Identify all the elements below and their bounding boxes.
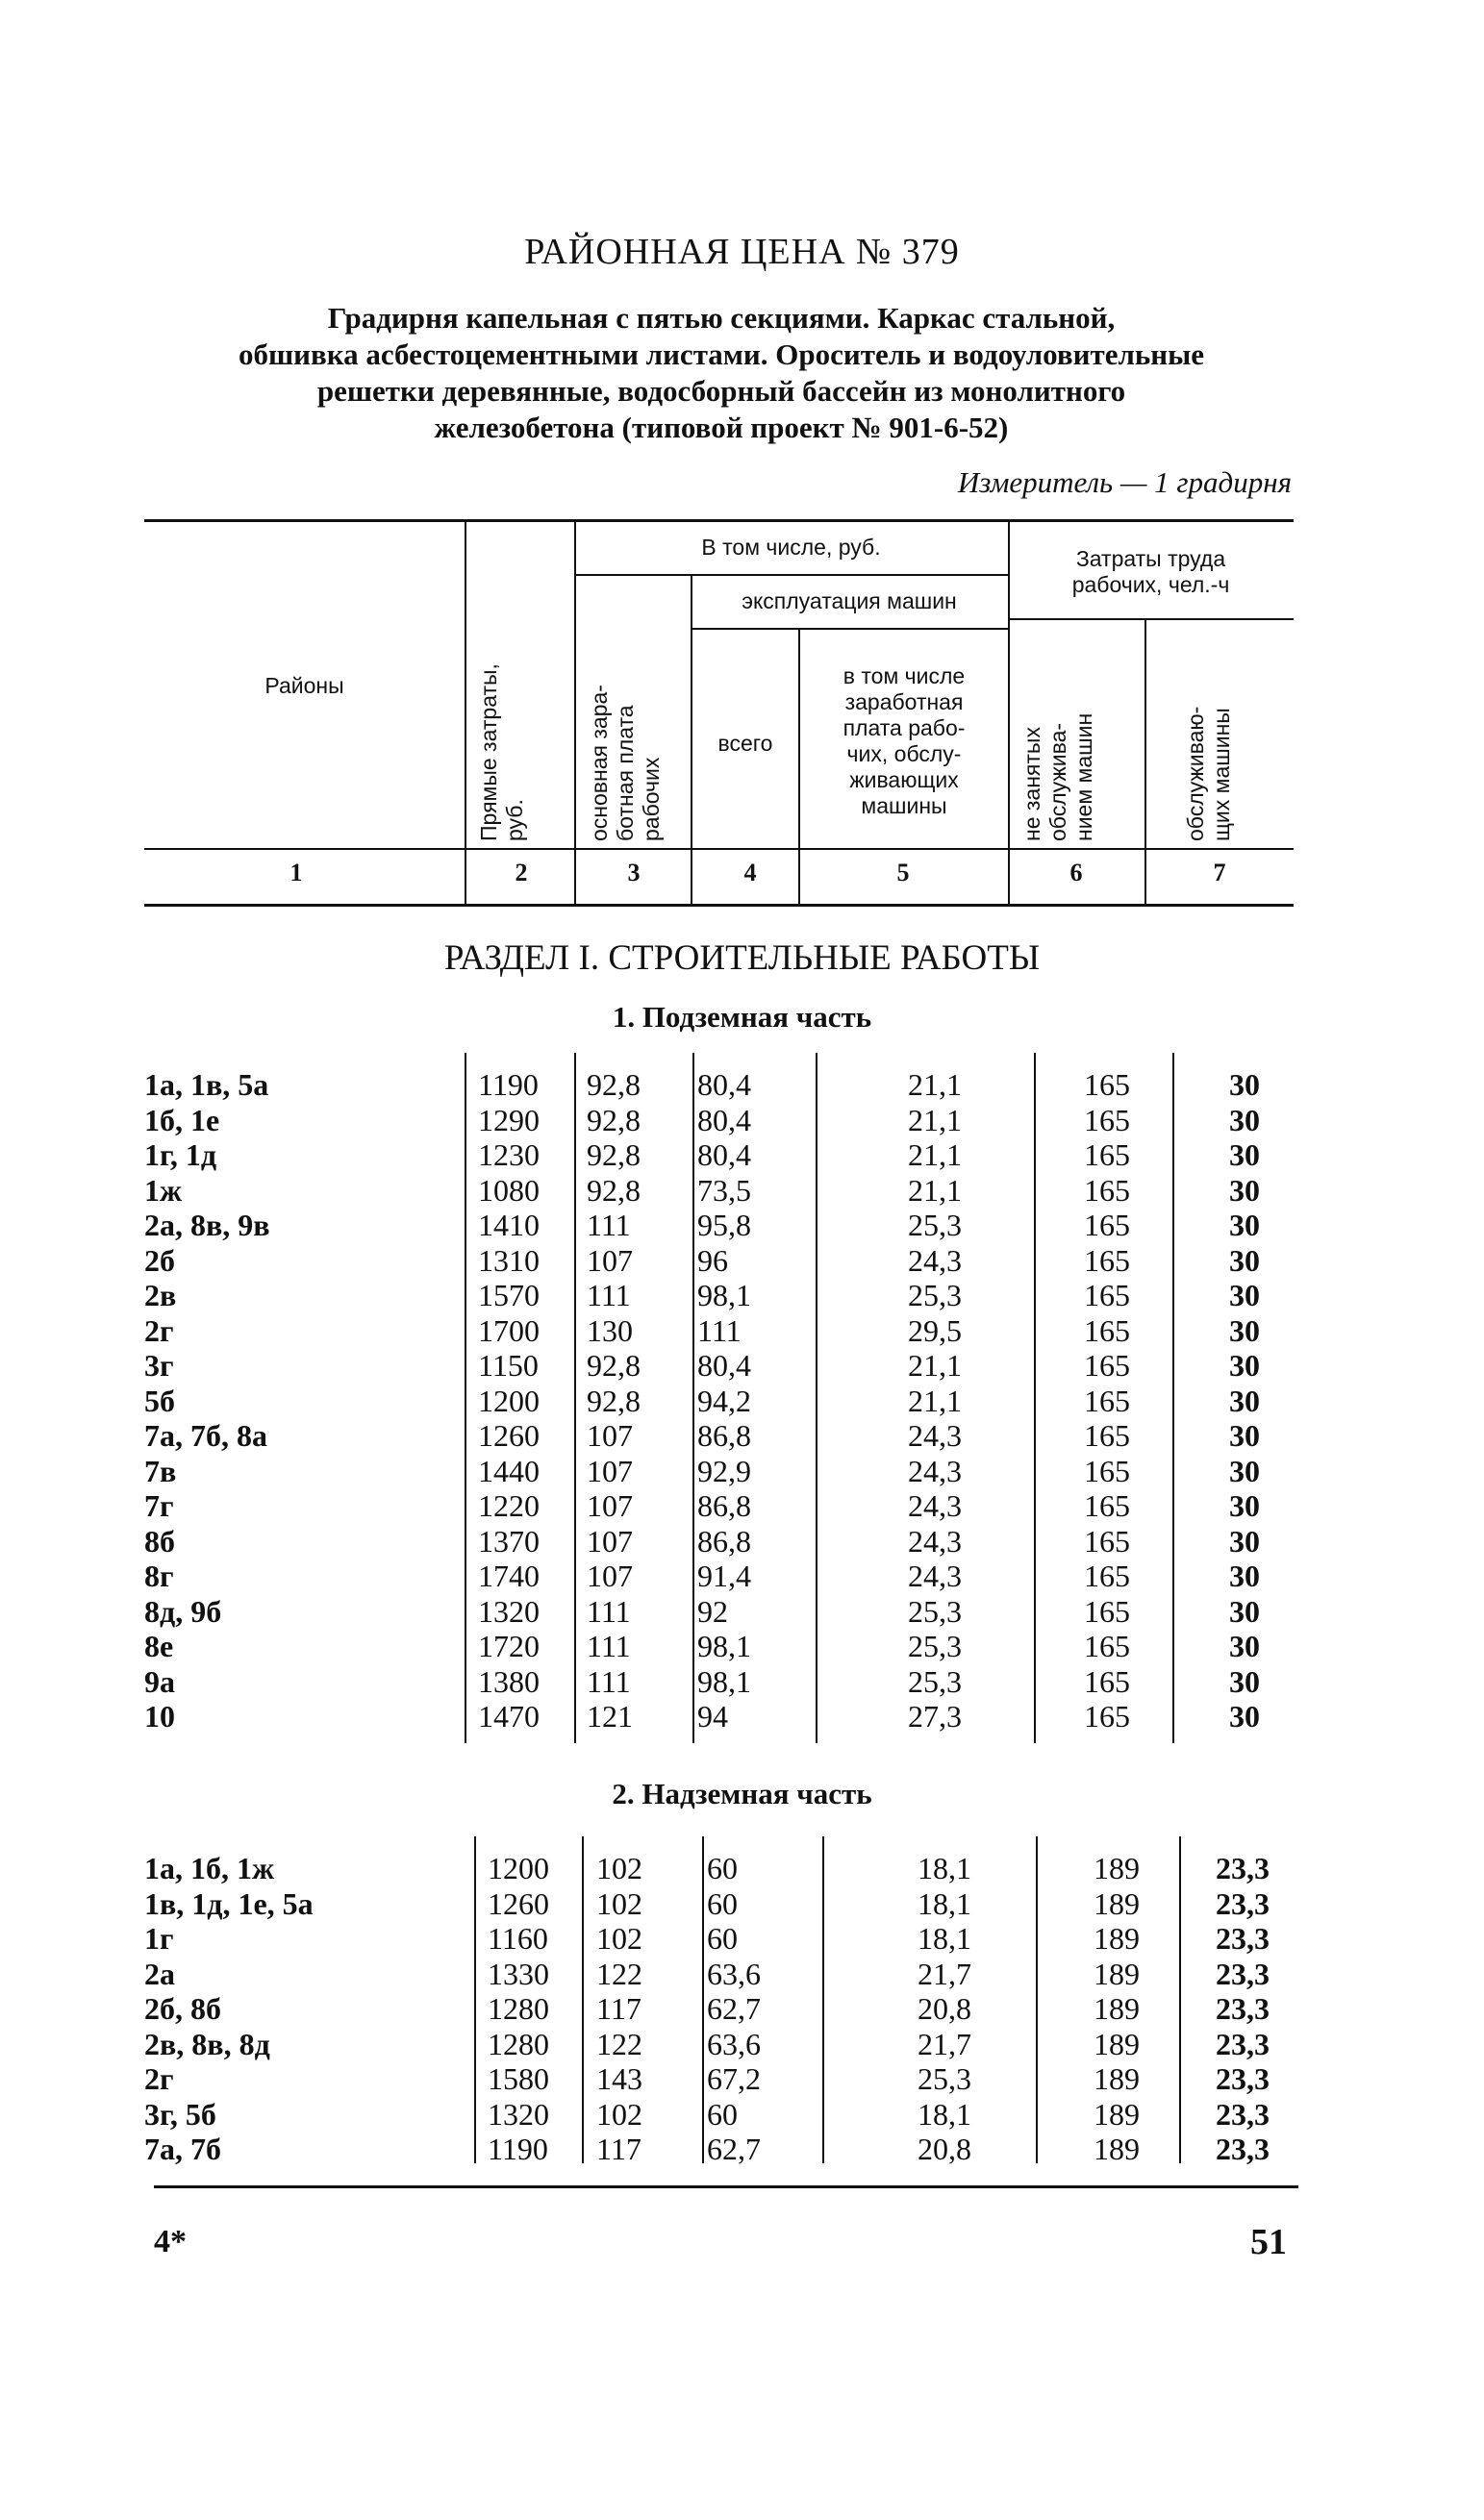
- cell-labor-machines: 30: [1229, 1593, 1260, 1629]
- header-number-rule: [144, 904, 1294, 907]
- cell-base-wages: 92,8: [587, 1172, 641, 1208]
- cell-machine-wages: 24,3: [908, 1453, 962, 1488]
- cell-labor-machines: 23,3: [1216, 2132, 1270, 2166]
- header-base-wages: основная зара- ботная плата рабочих: [587, 685, 664, 841]
- cell-district: 2б: [144, 1242, 175, 1278]
- cell-labor-not-machines: 165: [1084, 1278, 1130, 1312]
- cell-direct-costs: 1310: [478, 1242, 540, 1278]
- cell-machine-wages: 24,3: [908, 1488, 962, 1523]
- cell-base-wages: 111: [587, 1593, 631, 1629]
- cell-machine-wages: 18,1: [918, 1885, 971, 1921]
- table-row: [144, 1243, 1294, 1279]
- cell-labor-machines: 30: [1229, 1312, 1260, 1348]
- cell-machine-wages: 21,1: [908, 1348, 962, 1383]
- cell-district: 8б: [144, 1523, 175, 1559]
- header-labor-costs: Затраты труда рабочих, чел.-ч: [1071, 546, 1230, 597]
- cell-labor-not-machines: 189: [1094, 2026, 1140, 2061]
- cell-labor-not-machines: 189: [1094, 2132, 1140, 2166]
- cell-machine-wages: 25,3: [908, 1593, 962, 1629]
- cell-labor-not-machines: 165: [1084, 1067, 1130, 1102]
- cell-labor-not-machines: 189: [1094, 1991, 1140, 2026]
- cell-labor-machines: 30: [1229, 1242, 1260, 1278]
- cell-machine-total: 98,1: [697, 1663, 751, 1699]
- cell-direct-costs: 1320: [488, 2096, 549, 2132]
- cell-machine-wages: 18,1: [918, 1921, 971, 1956]
- cell-base-wages: 143: [596, 2061, 642, 2096]
- subtitle-line: железобетона (типовой проект № 901-6-52): [434, 411, 1009, 444]
- cell-labor-machines: 23,3: [1216, 2026, 1270, 2061]
- cell-base-wages: 92,8: [587, 1383, 641, 1418]
- cell-labor-not-machines: 165: [1084, 1208, 1130, 1242]
- cell-labor-machines: 30: [1229, 1523, 1260, 1559]
- column-number: 5: [896, 859, 910, 886]
- cell-labor-not-machines: 165: [1084, 1418, 1130, 1453]
- cell-machine-total: 94,2: [697, 1383, 751, 1418]
- cell-machine-total: 62,7: [707, 2132, 761, 2166]
- cell-base-wages: 102: [596, 1921, 642, 1956]
- cell-labor-not-machines: 165: [1084, 1453, 1130, 1488]
- cell-labor-not-machines: 189: [1094, 2061, 1140, 2096]
- cell-direct-costs: 1410: [478, 1208, 540, 1242]
- cell-machine-wages: 25,3: [908, 1629, 962, 1663]
- cell-labor-not-machines: 165: [1084, 1312, 1130, 1348]
- cell-labor-machines: 30: [1229, 1348, 1260, 1383]
- cell-base-wages: 107: [587, 1242, 633, 1278]
- cell-machine-total: 94: [697, 1699, 728, 1734]
- cell-machine-total: 92,9: [697, 1453, 751, 1488]
- cell-district: 1а, 1в, 5а: [144, 1067, 269, 1102]
- cell-district: 1а, 1б, 1ж: [144, 1851, 275, 1885]
- cell-base-wages: 122: [596, 1956, 642, 1991]
- cell-direct-costs: 1290: [478, 1102, 540, 1137]
- table-row: [144, 1173, 1294, 1209]
- cell-direct-costs: 1280: [488, 1991, 549, 2026]
- cell-direct-costs: 1440: [478, 1453, 540, 1488]
- table-row: [144, 1103, 1294, 1138]
- footer-rule: [154, 2185, 1298, 2188]
- column-number: 3: [627, 859, 641, 886]
- cell-labor-machines: 23,3: [1216, 1851, 1270, 1885]
- group-rule: [1008, 618, 1294, 620]
- cell-machine-total: 80,4: [697, 1348, 751, 1383]
- cell-machine-wages: 25,3: [908, 1278, 962, 1312]
- subtitle-line: решетки деревянные, водосборный бассейн из монолитного: [316, 374, 1126, 408]
- table-row: [144, 1384, 1294, 1419]
- cell-labor-not-machines: 165: [1084, 1663, 1130, 1699]
- cell-labor-machines: 30: [1229, 1278, 1260, 1312]
- subtitle: [144, 300, 1298, 446]
- cell-machine-wages: 24,3: [908, 1418, 962, 1453]
- cell-district: 3г, 5б: [144, 2096, 216, 2132]
- cell-labor-machines: 30: [1229, 1067, 1260, 1102]
- cell-direct-costs: 1190: [488, 2132, 548, 2166]
- table-row: [144, 1851, 1294, 1886]
- cell-direct-costs: 1700: [478, 1312, 540, 1348]
- cell-base-wages: 92,8: [587, 1137, 641, 1172]
- cell-machine-wages: 25,3: [908, 1208, 962, 1242]
- cell-district: 1г: [144, 1921, 174, 1956]
- cell-labor-not-machines: 165: [1084, 1629, 1130, 1663]
- col-divider: [465, 521, 466, 904]
- cell-base-wages: 117: [596, 2132, 641, 2166]
- cell-labor-machines: 23,3: [1216, 2061, 1270, 2096]
- cell-district: 8д, 9б: [144, 1593, 222, 1629]
- cell-base-wages: 107: [587, 1453, 633, 1488]
- cell-machine-total: 98,1: [697, 1278, 751, 1312]
- cell-direct-costs: 1320: [478, 1593, 540, 1629]
- cell-machine-total: 73,5: [697, 1172, 751, 1208]
- table-row: [144, 1418, 1294, 1454]
- cell-machine-wages: 24,3: [908, 1242, 962, 1278]
- cell-district: 7а, 7б: [144, 2132, 221, 2166]
- cell-labor-not-machines: 165: [1084, 1348, 1130, 1383]
- cell-machine-wages: 29,5: [908, 1312, 962, 1348]
- signature-mark: 4*: [154, 2224, 187, 2259]
- table-header: [144, 519, 1294, 909]
- cell-base-wages: 92,8: [587, 1348, 641, 1383]
- table-row: [144, 2027, 1294, 2062]
- table-row: [144, 2097, 1294, 2133]
- cell-labor-machines: 30: [1229, 1453, 1260, 1488]
- cell-machine-total: 62,7: [707, 1991, 761, 2026]
- cell-labor-machines: 30: [1229, 1663, 1260, 1699]
- cell-district: 3г: [144, 1348, 174, 1383]
- cell-labor-not-machines: 165: [1084, 1172, 1130, 1208]
- cell-machine-total: 60: [707, 2096, 738, 2132]
- cell-direct-costs: 1160: [488, 1921, 548, 1956]
- cell-labor-machines: 30: [1229, 1559, 1260, 1593]
- cell-base-wages: 111: [587, 1208, 631, 1242]
- column-number: 2: [515, 859, 528, 886]
- cell-machine-wages: 21,1: [908, 1137, 962, 1172]
- cell-machine-wages: 25,3: [908, 1663, 962, 1699]
- cell-base-wages: 111: [587, 1663, 631, 1699]
- cell-labor-not-machines: 165: [1084, 1523, 1130, 1559]
- table-row: [144, 1348, 1294, 1384]
- cell-labor-not-machines: 189: [1094, 1921, 1140, 1956]
- cell-labor-machines: 30: [1229, 1383, 1260, 1418]
- cell-labor-machines: 30: [1229, 1488, 1260, 1523]
- cell-labor-not-machines: 165: [1084, 1242, 1130, 1278]
- cell-machine-wages: 20,8: [918, 2132, 971, 2166]
- cell-labor-not-machines: 165: [1084, 1699, 1130, 1734]
- cell-district: 8е: [144, 1629, 174, 1663]
- header-labor-machines: обслуживаю- щих машины: [1183, 706, 1234, 841]
- table-row: [144, 1629, 1294, 1664]
- cell-labor-machines: 30: [1229, 1208, 1260, 1242]
- table-row: [144, 1137, 1294, 1173]
- cell-labor-not-machines: 165: [1084, 1488, 1130, 1523]
- cell-machine-wages: 24,3: [908, 1523, 962, 1559]
- cell-machine-total: 111: [697, 1312, 742, 1348]
- cell-district: 2в: [144, 1278, 177, 1312]
- cell-base-wages: 130: [587, 1312, 633, 1348]
- cell-direct-costs: 1740: [478, 1559, 540, 1593]
- cell-direct-costs: 1220: [478, 1488, 540, 1523]
- cell-machine-wages: 25,3: [918, 2061, 971, 2096]
- cell-labor-machines: 23,3: [1216, 1956, 1270, 1991]
- table-row: [144, 1594, 1294, 1630]
- cell-labor-machines: 30: [1229, 1699, 1260, 1734]
- table-row: [144, 2061, 1294, 2097]
- cell-direct-costs: 1380: [478, 1663, 540, 1699]
- cell-machine-wages: 20,8: [918, 1991, 971, 2026]
- cell-base-wages: 117: [596, 1991, 641, 2026]
- header-machine-wages: в том числе заработная плата рабо- чих, обслу- живающих машины: [843, 663, 966, 818]
- cell-machine-wages: 21,1: [908, 1172, 962, 1208]
- table-row: [144, 1886, 1294, 1922]
- cell-district: 2а: [144, 1956, 175, 1991]
- header-group-including: В том числе, руб.: [701, 535, 881, 560]
- cell-district: 9а: [144, 1663, 175, 1699]
- cell-district: 7г: [144, 1488, 174, 1523]
- subtitle-line: Градирня капельная с пятью секциями. Каркас стальной,: [327, 301, 1116, 335]
- col-divider: [1144, 618, 1146, 904]
- table-row: [144, 1067, 1294, 1103]
- table-row: [144, 1524, 1294, 1559]
- cell-labor-machines: 30: [1229, 1629, 1260, 1663]
- cell-direct-costs: 1230: [478, 1137, 540, 1172]
- cell-machine-wages: 21,1: [908, 1067, 962, 1102]
- cell-machine-total: 63,6: [707, 2026, 761, 2061]
- subtitle-line: обшивка асбестоцементными листами. Ороситель и водоуловительные: [238, 337, 1205, 371]
- cell-labor-not-machines: 165: [1084, 1102, 1130, 1137]
- cell-base-wages: 107: [587, 1488, 633, 1523]
- cell-district: 2б, 8б: [144, 1991, 221, 2026]
- cell-district: 1в, 1д, 1е, 5а: [144, 1885, 314, 1921]
- cell-labor-not-machines: 189: [1094, 1956, 1140, 1991]
- cell-machine-total: 80,4: [697, 1067, 751, 1102]
- cell-labor-not-machines: 189: [1094, 2096, 1140, 2132]
- table-row: [144, 1208, 1294, 1243]
- table-row: [144, 2132, 1294, 2167]
- header-direct-costs: Прямые затраты, руб.: [476, 663, 527, 841]
- cell-machine-wages: 21,7: [918, 1956, 971, 1991]
- header-machine-operation: эксплуатация машин: [742, 588, 957, 613]
- cell-direct-costs: 1200: [478, 1383, 540, 1418]
- cell-district: 8г: [144, 1559, 174, 1593]
- cell-direct-costs: 1280: [488, 2026, 549, 2061]
- cell-district: 2в, 8в, 8д: [144, 2026, 270, 2061]
- cell-direct-costs: 1190: [478, 1067, 539, 1102]
- header-top-rule: [144, 519, 1294, 522]
- cell-labor-not-machines: 189: [1094, 1885, 1140, 1921]
- table-row: [144, 1313, 1294, 1349]
- cell-base-wages: 92,8: [587, 1102, 641, 1137]
- page-title: РАЙОННАЯ ЦЕНА № 379: [524, 232, 960, 272]
- cell-direct-costs: 1370: [478, 1523, 540, 1559]
- part2-title: 2. Надземная часть: [612, 1777, 872, 1810]
- cell-labor-machines: 30: [1229, 1102, 1260, 1137]
- cell-direct-costs: 1150: [478, 1348, 539, 1383]
- table-row: [144, 1278, 1294, 1313]
- cell-machine-total: 67,2: [707, 2061, 761, 2096]
- col-divider: [574, 521, 576, 904]
- cell-machine-total: 80,4: [697, 1137, 751, 1172]
- page-number: 51: [1250, 2222, 1287, 2262]
- cell-machine-wages: 24,3: [908, 1559, 962, 1593]
- cell-base-wages: 111: [587, 1629, 631, 1663]
- table-row: [144, 1454, 1294, 1489]
- header-labor-not-machines: не занятых обслужива- нием машин: [1019, 712, 1096, 841]
- cell-labor-machines: 23,3: [1216, 1991, 1270, 2026]
- cell-direct-costs: 1580: [488, 2061, 549, 2096]
- cell-machine-total: 96: [697, 1242, 728, 1278]
- cell-machine-total: 92: [697, 1593, 728, 1629]
- cell-base-wages: 102: [596, 1885, 642, 1921]
- cell-machine-wages: 27,3: [908, 1699, 962, 1734]
- group-rule: [691, 628, 1008, 630]
- header-total: всего: [717, 731, 773, 756]
- cell-labor-machines: 30: [1229, 1418, 1260, 1453]
- part1-table: [144, 1067, 1294, 1734]
- group-rule: [574, 574, 1008, 576]
- cell-district: 7а, 7б, 8а: [144, 1418, 267, 1453]
- part2-table: [144, 1851, 1294, 2167]
- cell-direct-costs: 1260: [488, 1885, 549, 1921]
- cell-direct-costs: 1080: [478, 1172, 540, 1208]
- cell-machine-wages: 18,1: [918, 1851, 971, 1885]
- table-row: [144, 1991, 1294, 2027]
- cell-base-wages: 122: [596, 2026, 642, 2061]
- cell-labor-not-machines: 165: [1084, 1383, 1130, 1418]
- cell-direct-costs: 1330: [488, 1956, 549, 1991]
- table-row: [144, 1664, 1294, 1700]
- cell-labor-machines: 30: [1229, 1137, 1260, 1172]
- cell-district: 10: [144, 1699, 175, 1734]
- cell-labor-machines: 23,3: [1216, 2096, 1270, 2132]
- cell-labor-machines: 23,3: [1216, 1921, 1270, 1956]
- measure-unit: Измеритель — 1 градирня: [957, 465, 1292, 499]
- part1-title: 1. Подземная часть: [612, 1000, 872, 1034]
- cell-machine-total: 60: [707, 1851, 738, 1885]
- cell-district: 2г: [144, 2061, 174, 2096]
- cell-district: 7в: [144, 1453, 177, 1488]
- header-districts: Районы: [264, 673, 344, 698]
- cell-machine-total: 86,8: [697, 1488, 751, 1523]
- cell-labor-not-machines: 165: [1084, 1559, 1130, 1593]
- cell-machine-total: 95,8: [697, 1208, 751, 1242]
- cell-district: 2г: [144, 1312, 174, 1348]
- section-title: РАЗДЕЛ I. СТРОИТЕЛЬНЫЕ РАБОТЫ: [443, 938, 1041, 978]
- cell-district: 1б, 1е: [144, 1102, 220, 1137]
- cell-machine-wages: 21,1: [908, 1383, 962, 1418]
- table-row: [144, 1699, 1294, 1734]
- cell-base-wages: 107: [587, 1418, 633, 1453]
- table-row: [144, 1559, 1294, 1594]
- cell-base-wages: 107: [587, 1559, 633, 1593]
- cell-labor-not-machines: 165: [1084, 1593, 1130, 1629]
- cell-base-wages: 121: [587, 1699, 633, 1734]
- cell-labor-not-machines: 165: [1084, 1137, 1130, 1172]
- cell-base-wages: 111: [587, 1278, 631, 1312]
- cell-direct-costs: 1470: [478, 1699, 540, 1734]
- column-number: 1: [289, 859, 303, 886]
- cell-direct-costs: 1720: [478, 1629, 540, 1663]
- cell-machine-wages: 21,1: [908, 1102, 962, 1137]
- column-number: 4: [743, 859, 757, 886]
- cell-base-wages: 107: [587, 1523, 633, 1559]
- table-row: [144, 1921, 1294, 1957]
- cell-machine-total: 80,4: [697, 1102, 751, 1137]
- cell-labor-machines: 30: [1229, 1172, 1260, 1208]
- cell-machine-total: 86,8: [697, 1523, 751, 1559]
- cell-base-wages: 102: [596, 1851, 642, 1885]
- cell-district: 1г, 1д: [144, 1137, 217, 1172]
- header-bottom-rule: [144, 848, 1294, 850]
- cell-machine-wages: 18,1: [918, 2096, 971, 2132]
- cell-district: 1ж: [144, 1172, 183, 1208]
- cell-district: 2а, 8в, 9в: [144, 1208, 270, 1242]
- cell-labor-machines: 23,3: [1216, 1885, 1270, 1921]
- cell-machine-total: 91,4: [697, 1559, 751, 1593]
- cell-base-wages: 92,8: [587, 1067, 641, 1102]
- cell-machine-wages: 21,7: [918, 2026, 971, 2061]
- column-number: 7: [1213, 859, 1226, 886]
- cell-direct-costs: 1570: [478, 1278, 540, 1312]
- cell-labor-not-machines: 189: [1094, 1851, 1140, 1885]
- cell-direct-costs: 1260: [478, 1418, 540, 1453]
- cell-machine-total: 63,6: [707, 1956, 761, 1991]
- cell-machine-total: 98,1: [697, 1629, 751, 1663]
- table-row: [144, 1957, 1294, 1992]
- cell-machine-total: 60: [707, 1921, 738, 1956]
- cell-base-wages: 102: [596, 2096, 642, 2132]
- column-number: 6: [1069, 859, 1083, 886]
- cell-machine-total: 86,8: [697, 1418, 751, 1453]
- table-row: [144, 1488, 1294, 1524]
- cell-direct-costs: 1200: [488, 1851, 549, 1885]
- cell-machine-total: 60: [707, 1885, 738, 1921]
- cell-district: 5б: [144, 1383, 175, 1418]
